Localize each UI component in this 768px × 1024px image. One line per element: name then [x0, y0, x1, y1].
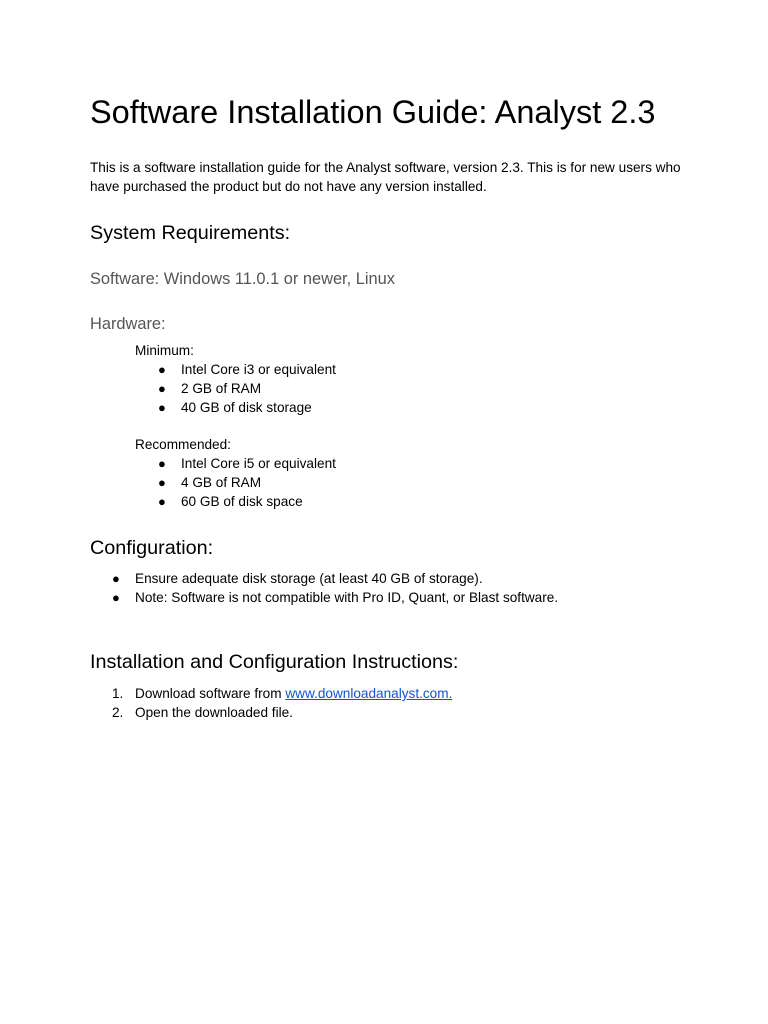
recommended-label: Recommended: [135, 437, 231, 452]
minimum-list [158, 360, 336, 417]
download-link[interactable]: www.downloadanalyst.com. [285, 686, 453, 701]
list-item: ● Ensure adequate disk storage (at least 40 GB of storage). [112, 571, 483, 586]
software-requirement: Software: Windows 11.0.1 or newer, Linux [90, 270, 395, 288]
configuration-heading: Configuration: [90, 537, 214, 559]
instructions-heading: Installation and Configuration Instructions: [90, 651, 459, 673]
list-item: ● Intel Core i3 or equivalent [158, 362, 336, 377]
intro-paragraph: This is a software installation guide for the Analyst software, version 2.3. This is for new users who have purchased the product but do not have any version installed. [90, 160, 681, 194]
step-number: 1. [112, 686, 124, 701]
list-item: ● 40 GB of disk storage [158, 400, 312, 415]
bullet-icon: ● [158, 494, 166, 509]
system-requirements-heading: System Requirements: [90, 222, 291, 244]
step-text: Open the downloaded file. [135, 705, 293, 720]
hardware-heading: Hardware: [90, 315, 166, 333]
list-item: ● 4 GB of RAM [158, 475, 262, 490]
bullet-icon: ● [112, 590, 120, 605]
step-number: 2. [112, 705, 124, 720]
bullet-icon: ● [158, 456, 166, 471]
configuration-list [112, 569, 559, 607]
bullet-icon: ● [158, 381, 166, 396]
list-item: ● Intel Core i5 or equivalent [158, 456, 336, 471]
list-item [112, 684, 453, 703]
bullet-icon: ● [158, 400, 166, 415]
instructions-list [112, 684, 453, 722]
recommended-list [158, 454, 336, 511]
list-item: ● 60 GB of disk space [158, 494, 303, 509]
document-title: Software Installation Guide: Analyst 2.3 [90, 94, 656, 130]
minimum-label: Minimum: [135, 343, 194, 358]
list-item [112, 703, 452, 722]
bullet-icon: ● [158, 475, 166, 490]
bullet-icon: ● [112, 571, 120, 586]
bullet-icon: ● [158, 362, 166, 377]
step-text: Download software from [135, 686, 286, 701]
list-item: ● Note: Software is not compatible with Pro ID, Quant, or Blast software. [112, 590, 559, 605]
list-item: ● 2 GB of RAM [158, 381, 262, 396]
